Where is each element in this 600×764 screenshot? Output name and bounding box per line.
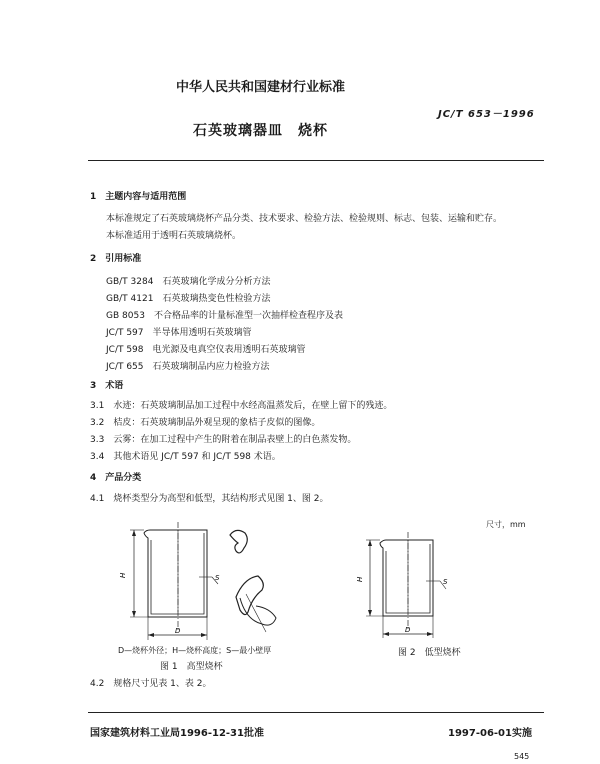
- unit-note: 尺寸，mm: [486, 520, 526, 529]
- reference-item: JC/T 597 半导体用透明石英玻璃管: [106, 328, 252, 338]
- page-number: 545: [514, 752, 530, 761]
- reference-item: GB/T 3284 石英玻璃化学成分分析方法: [106, 277, 271, 287]
- section-1-heading: 1 主题内容与适用范围: [90, 192, 187, 202]
- figure-legend: D—烧杯外径；H—烧杯高度；S—最小壁厚: [118, 646, 272, 655]
- dimension-label-h: H: [119, 572, 127, 578]
- dimension-label-s: S: [443, 578, 448, 586]
- term-item: 3.3 云雾：在加工过程中产生的附着在制品表壁上的白色蒸发物。: [90, 435, 357, 445]
- section-1-paragraph-1: 本标准规定了石英玻璃烧杯产品分类、技术要求、检验方法、检验规则、标志、包装、运输和贮存。: [106, 214, 503, 224]
- figure-2-caption: 图 2 低型烧杯: [398, 648, 461, 658]
- reference-item: GB/T 4121 石英玻璃热变色性检验方法: [106, 294, 271, 304]
- dimension-label-h: H: [356, 576, 364, 582]
- reference-item: GB 8053 不合格品率的计量标准型一次抽样检查程序及表: [106, 311, 343, 321]
- implementation-date: 1997-06-01实施: [448, 728, 532, 739]
- section-2-heading: 2 引用标准: [90, 254, 142, 264]
- term-item: 3.1 水迹：石英玻璃制品加工过程中水经高温蒸发后，在壁上留下的残迹。: [90, 401, 393, 411]
- issuing-body: 中华人民共和国建材行业标准: [176, 80, 346, 95]
- section-4-2-text: 4.2 规格尺寸见表 1、表 2。: [90, 679, 212, 689]
- reference-item: JC/T 598 电光源及电真空仪表用透明石英玻璃管: [106, 345, 306, 355]
- dimension-label-s: S: [215, 574, 220, 582]
- page-title: 石英玻璃器皿 烧杯: [193, 123, 328, 139]
- section-1-paragraph-2: 本标准适用于透明石英玻璃烧杯。: [106, 231, 242, 241]
- reference-item: JC/T 655 石英玻璃制品内应力检验方法: [106, 362, 270, 372]
- term-item: 3.4 其他术语见 JC/T 597 和 JC/T 598 术语。: [90, 452, 281, 462]
- term-item: 3.2 桔皮：石英玻璃制品外观呈现的象桔子皮似的图像。: [90, 418, 321, 428]
- dimension-label-d: D: [405, 626, 411, 634]
- low-beaker-outline: [380, 540, 433, 616]
- section-4-heading: 4 产品分类: [90, 473, 142, 483]
- dimension-label-d: D: [175, 627, 181, 635]
- approval-date: 国家建筑材料工业局1996-12-31批准: [90, 728, 264, 739]
- standard-code: JC/T 653－1996: [438, 109, 535, 120]
- figure-1-caption: 图 1 高型烧杯: [160, 662, 223, 672]
- footer-divider: [88, 712, 544, 713]
- section-3-heading: 3 术语: [90, 381, 124, 391]
- section-4-1-text: 4.1 烧杯类型分为高型和低型，其结构形式见图 1、图 2。: [90, 494, 329, 504]
